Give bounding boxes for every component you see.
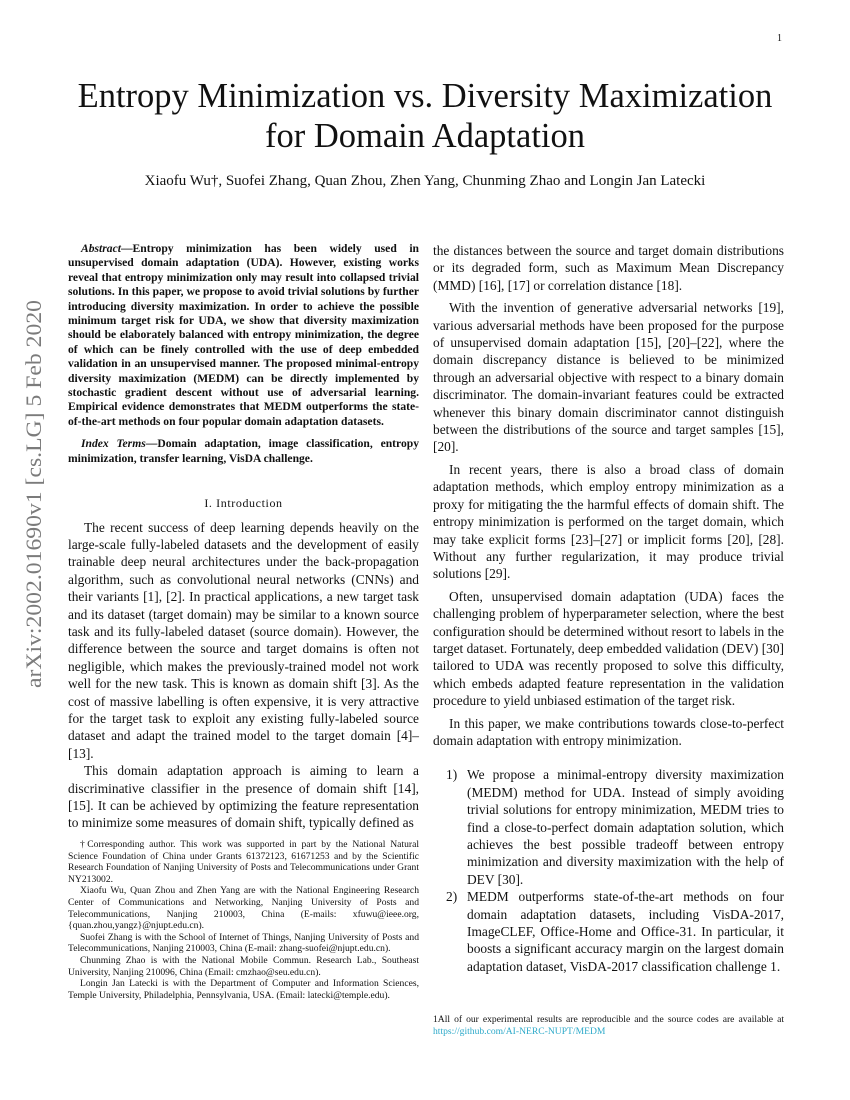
abstract-text: —Entropy minimization has been widely used in unsupervised domain adaptation (UDA). However, existing works reveal that entropy minimization only may result into collapsed trivial solutions. In this paper, we propose to avoid trivial solutions by further introducing diversity maximization. In order to achieve the possible minimum target risk for UDA, we show that diversity maximization should be elaborately balanced with entropy minimization, the degree of which can be finely controlled with the use of deep embedded validation in an unsupervised manner. The proposed minimal-entropy diversity maximization (MEDM) can be directly implemented by stochastic gradient descent without use of adversarial learning. Empirical evidence demonstrates that MEDM outperforms the state-of-the-art methods on four popular domain adaptation datasets. xyxy=(68,242,419,428)
title-line-2: for Domain Adaptation xyxy=(264,117,586,155)
index-terms xyxy=(68,437,419,466)
arxiv-stamp xyxy=(18,298,48,688)
title-line-1: Entropy Minimization vs. Diversity Maximization xyxy=(77,77,773,115)
index-terms-label: Index Terms xyxy=(81,437,146,451)
contribution-text: MEDM outperforms state-of-the-art methods on four domain adaptation datasets, including VisDA-2017, ImageCLEF, Office-Home and Office-31. In particular, it boosts a significant accuracy margin on the largest domain adaptation dataset, VisDA-2017 classification challenge 1. xyxy=(467,889,784,974)
left-column xyxy=(68,242,419,832)
right-paragraph-continued: the distances between the source and target domain distributions or its degraded form, such as Maximum Mean Discrepancy (MMD) [16], [17] or correlation distance [18]. xyxy=(433,243,784,293)
intro-paragraph-1: The recent success of deep learning depends heavily on the large-scale fully-labeled datasets and the development of easily trainable deep neural architectures under the back-propagation algorithm, such as convolutional neural networks (CNNs) and their variants [1], [2]. In practical applications, a new target task and its dataset (target domain) may be similar to a known source task and its fully-labeled dataset (source domain). However, the difference between the source and target domains is often not negligible, which makes the previously-trained model not work well for the new task. This is known as domain shift [3]. As the cost of massive labelling is often expensive, it is very attractive for the target task to exploit any existing fully-labeled source dataset and adapt the trained model to the target domain [4]–[13]. xyxy=(68,519,419,761)
abstract xyxy=(68,242,419,429)
footnote-right xyxy=(433,1014,784,1037)
contribution-list xyxy=(433,766,784,975)
author-list: Xiaofu Wu†, Suofei Zhang, Quan Zhou, Zhen Yang, Chunming Zhao and Longin Jan Latecki xyxy=(144,173,706,189)
abstract-label: Abstract xyxy=(81,242,121,255)
footnote-affiliation-2: Suofei Zhang is with the School of Internet of Things, Nanjing University of Posts and Telecommunications, Nanjing 210003, China (E-mail: zhang-suofei@njupt.edu.cn). xyxy=(68,931,419,955)
footnotes-left xyxy=(68,839,419,1001)
footnote-affiliation-3: Chunming Zhao is with the National Mobile Commun. Research Lab., Southeast University, Nanjing 210096, China (Email: cmzhao@seu.edu.cn). xyxy=(68,954,419,978)
footnote-affiliation-4: Longin Jan Latecki is with the Department of Computer and Information Sciences, Temple University, Philadelphia, Pennsylvania, USA. (Email: latecki@temple.edu). xyxy=(68,978,419,1001)
footnote-right-text: 1All of our experimental results are reproducible and the source codes are available at xyxy=(433,1014,784,1025)
footnote-corresponding: †Corresponding author. This work was supported in part by the National Natural Science Foundation of China under Grants 61372123, 61671253 and by the Scientific Research Foundation of Nanjing University of Posts and Telecommunications under Grant NY213002. xyxy=(68,839,419,885)
footnote-affiliation-1: Xiaofu Wu, Quan Zhou and Zhen Yang are with the National Engineering Research Center of Communications and Networking, Nanjing University of Posts and Telecommunications, Nanjing 210003, China (E-mails: xfuwu@ieee.org, {quan.zhou,yangz}@njupt.edu.cn). xyxy=(68,885,419,932)
right-paragraph-uda: Often, unsupervised domain adaptation (UDA) faces the challenging problem of hyperparameter selection, where the best configuration should be determined without resort to labels in the target dataset. Fortunately, deep embedded validation (DEV) [30] tailored to UDA was recently proposed to solve this difficulty, which embeds adapted feature representation in the validation procedure to yield unbiased estimation of the target risk. xyxy=(433,588,785,709)
intro-paragraph-2: This domain adaptation approach is aiming to learn a discriminative classifier in the presence of domain shift [14], [15]. It can be achieved by optimizing the feature representation to minimize some measures of domain shift, typically defined as xyxy=(68,763,419,831)
right-column xyxy=(433,242,784,975)
arxiv-stamp-text: arXiv:2002.01690v1 [cs.LG] 5 Feb 2020 xyxy=(21,319,46,688)
contribution-item xyxy=(433,888,784,975)
contribution-item xyxy=(433,766,784,888)
paper-title xyxy=(0,76,850,156)
contribution-number: 2) xyxy=(446,889,458,905)
right-paragraph-adversarial: With the invention of generative adversarial networks [19], various adversarial methods have been proposed for the purpose of unsupervised domain adaptation [15], [20]–[22], where the domain discrepancy distance is believed to be minimized through an adversarial objective with respect to a binary domain discriminator. The domain-invariant features could be extracted whenever this binary domain discriminator cannot distinguish between the distributions of the source and target samples [15], [20]. xyxy=(433,300,784,455)
right-paragraph-contributions-intro: In this paper, we make contributions towards close-to-perfect domain adaptation with entropy minimization. xyxy=(433,715,784,748)
right-paragraph-entropy: In recent years, there is also a broad class of domain adaptation methods, which employ entropy minimization as a proxy for mitigating the the harmful effects of domain shift. The entropy minimization is performed on the target domain, which may take explicit forms [23]–[27] or implicit forms [20], [28]. Without any further regularization, it may produce trivial solutions [29]. xyxy=(433,461,784,582)
page-number: 1 xyxy=(777,33,782,44)
index-terms-text: —Domain adaptation, image classification, entropy minimization, transfer learning, VisDA challenge. xyxy=(68,437,419,465)
source-code-link[interactable]: https://github.com/AI-NERC-NUPT/MEDM xyxy=(433,1025,606,1037)
contribution-text: We propose a minimal-entropy diversity maximization (MEDM) method for UDA. Instead of simply avoiding trivial solutions for entropy minimization, MEDM tries to find a close-to-perfect domain adaptation solution, which achieves the best possible tradeoff between entropy minimization and diversity maximization with the help of DEV [30]. xyxy=(467,767,784,887)
section-heading-introduction: I. Introduction xyxy=(204,496,283,511)
contribution-number: 1) xyxy=(446,767,458,783)
